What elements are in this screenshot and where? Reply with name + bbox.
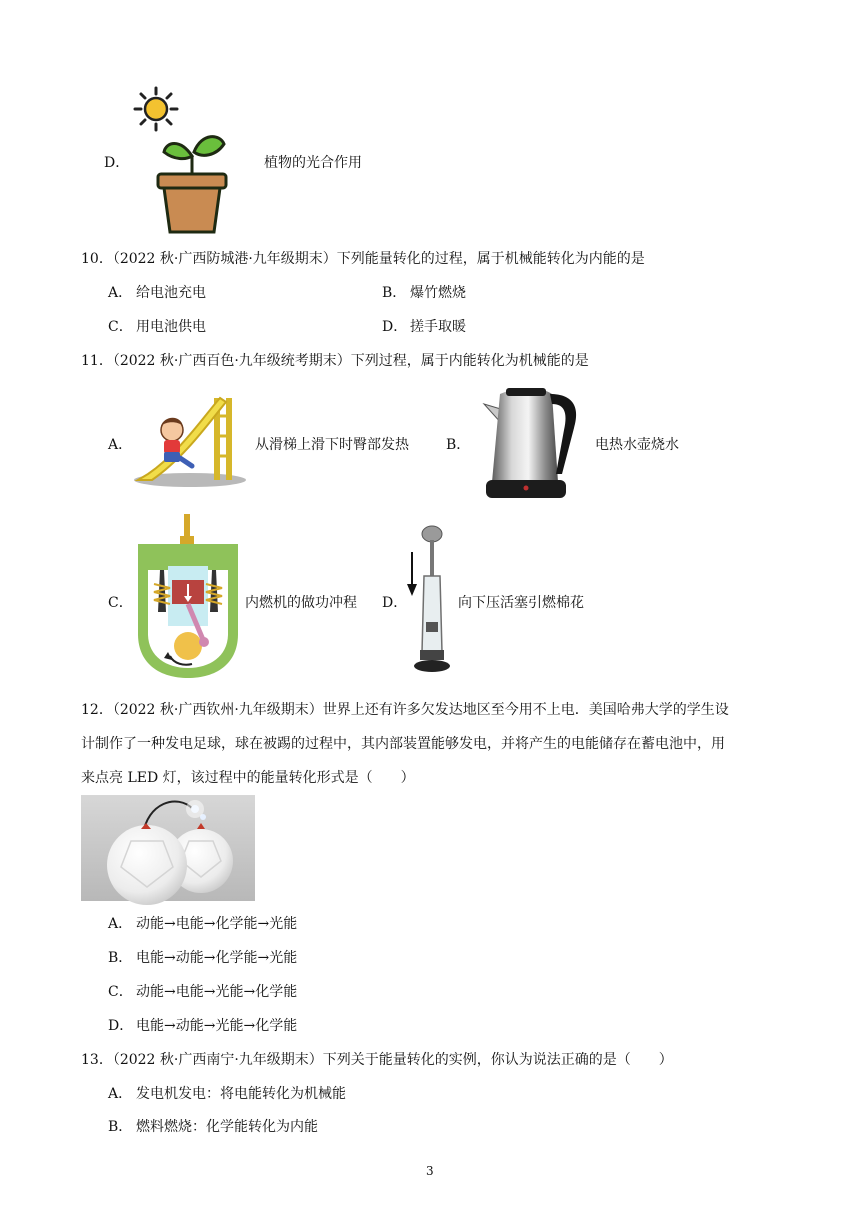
- q10-option-b-letter: B．: [382, 285, 407, 301]
- q12-option-d-letter: D．: [108, 1018, 134, 1034]
- q13-option-b-letter: B．: [108, 1119, 133, 1135]
- sun-and-potted-plant-icon: [130, 86, 230, 236]
- soccer-balls-with-led-icon: [81, 795, 255, 901]
- q11-option-b-text: 电热水壶烧水: [595, 437, 679, 453]
- q12-option-b-letter: B．: [108, 950, 133, 966]
- q10-option-d-letter: D．: [382, 319, 408, 335]
- q9-option-d-letter: D．: [104, 155, 130, 171]
- q10-option-a-text: 给电池充电: [136, 285, 206, 301]
- q11-stem: 11．（2022 秋·广西百色·九年级统考期末）下列过程，属于内能转化为机械能的是: [81, 353, 589, 369]
- electric-kettle-icon: [478, 384, 582, 502]
- q10-stem: 10．（2022 秋·广西防城港·九年级期末）下列能量转化的过程，属于机械能转化为内能的是: [81, 251, 645, 267]
- air-compression-tube-icon: [404, 522, 454, 676]
- q12-option-c-text: 动能→电能→光能→化学能: [136, 984, 298, 1000]
- q10-option-a-letter: A．: [108, 285, 133, 301]
- q13-stem: 13．（2022 秋·广西南宁·九年级期末）下列关于能量转化的实例，你认为说法正确的是（ ）: [81, 1052, 673, 1068]
- q12-option-a-text: 动能→电能→化学能→光能: [136, 916, 298, 932]
- q10-option-b-text: 爆竹燃烧: [410, 285, 466, 301]
- q11-option-c-letter: C．: [108, 595, 133, 611]
- q12-option-b-text: 电能→动能→化学能→光能: [136, 950, 298, 966]
- child-on-slide-icon: [134, 396, 246, 488]
- q12-stem-line1: 12．（2022 秋·广西钦州·九年级期末）世界上还有许多欠发达地区至今用不上电．美国哈弗大学的学生设: [81, 702, 729, 718]
- q11-option-c-text: 内燃机的做功冲程: [245, 595, 357, 611]
- engine-cylinder-icon: [134, 514, 242, 680]
- page-number: 3: [426, 1164, 434, 1178]
- q11-option-d-text: 向下压活塞引燃棉花: [458, 595, 584, 611]
- q10-option-c-text: 用电池供电: [136, 319, 206, 335]
- q11-option-d-letter: D．: [382, 595, 408, 611]
- q13-option-a-text: 发电机发电：将电能转化为机械能: [136, 1086, 346, 1102]
- q12-option-d-text: 电能→动能→光能→化学能: [136, 1018, 298, 1034]
- q12-option-a-letter: A．: [108, 916, 133, 932]
- q11-option-b-letter: B．: [446, 437, 471, 453]
- q13-option-a-letter: A．: [108, 1086, 133, 1102]
- q12-option-c-letter: C．: [108, 984, 133, 1000]
- q12-stem-line2: 计制作了一种发电足球，球在被踢的过程中，其内部装置能够发电，并将产生的电能储存在蓄电池中，用: [81, 736, 725, 752]
- q12-stem-line3: 来点亮 LED 灯，该过程中的能量转化形式是（ ）: [81, 770, 415, 786]
- q11-option-a-text: 从滑梯上滑下时臀部发热: [255, 437, 409, 453]
- q13-option-b-text: 燃料燃烧：化学能转化为内能: [136, 1119, 318, 1135]
- q9-option-d-text: 植物的光合作用: [264, 155, 362, 171]
- q10-option-c-letter: C．: [108, 319, 133, 335]
- q10-option-d-text: 搓手取暖: [410, 319, 466, 335]
- q11-option-a-letter: A．: [108, 437, 133, 453]
